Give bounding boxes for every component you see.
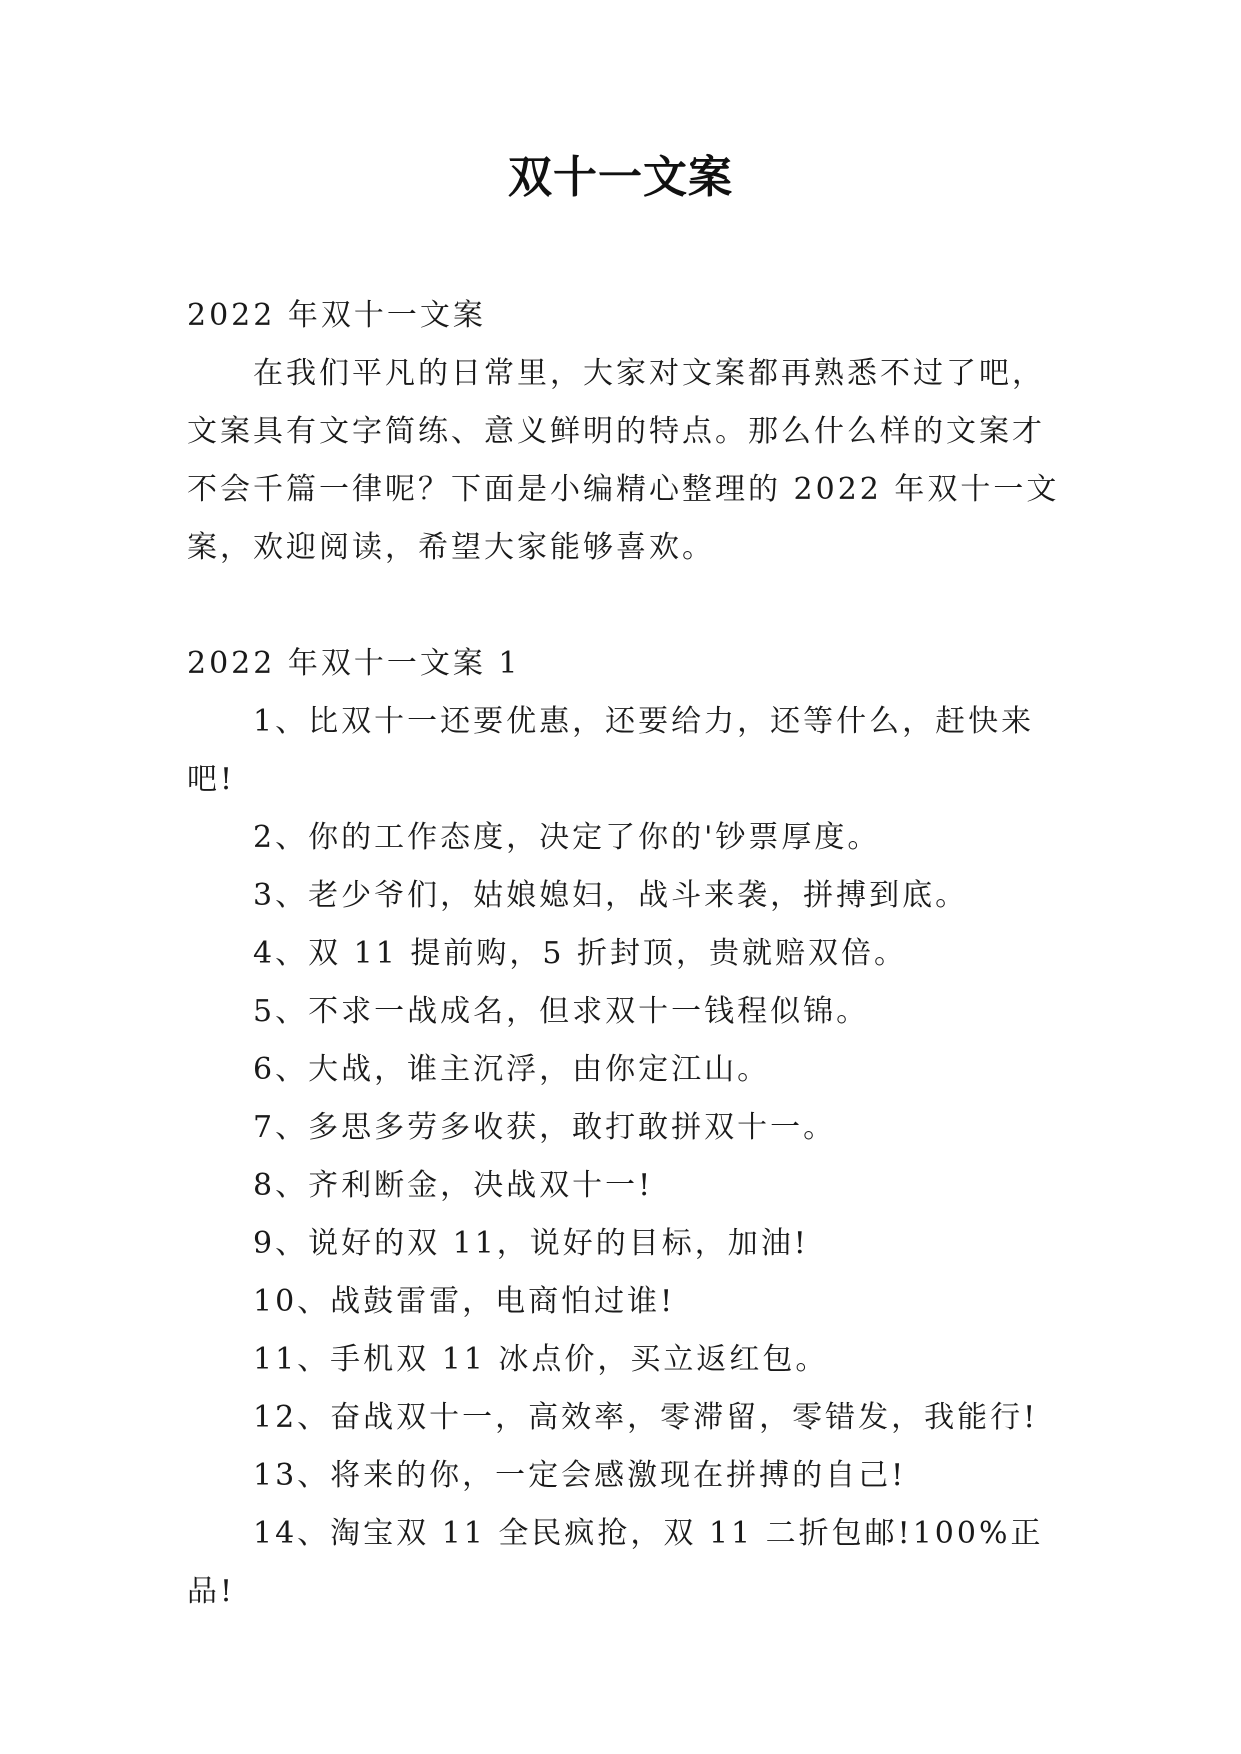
list-item: 3、老少爷们，姑娘媳妇，战斗来袭，拼搏到底。 bbox=[253, 878, 969, 913]
list-item: 5、不求一战成名，但求双十一钱程似锦。 bbox=[253, 994, 870, 1029]
document-subtitle: 2022 年双十一文案 bbox=[187, 298, 486, 333]
paragraph-spacer bbox=[187, 577, 1067, 635]
list-item: 2、你的工作态度，决定了你的'钞票厚度。 bbox=[253, 820, 881, 855]
list-item: 6、大战，谁主沉浮，由你定江山。 bbox=[253, 1052, 771, 1087]
list-item: 10、战鼓雷雷，电商怕过谁! bbox=[253, 1284, 676, 1319]
section-heading: 2022 年双十一文案 1 bbox=[187, 646, 521, 681]
list-item: 11、手机双 11 冰点价，买立返红包。 bbox=[253, 1342, 829, 1377]
list-item: 7、多思多劳多收获，敢打敢拼双十一。 bbox=[253, 1110, 837, 1145]
intro-paragraph: 在我们平凡的日常里，大家对文案都再熟悉不过了吧，文案具有文字简练、意义鲜明的特点。那么什么样的文案才不会千篇一律呢？下面是小编精心整理的 2022 年双十一文案，欢迎阅读，希望大家能够喜欢。 bbox=[187, 356, 1060, 565]
list-item: 8、齐利断金，决战双十一! bbox=[253, 1168, 654, 1203]
list-item: 4、双 11 提前购，5 折封顶，贵就赔双倍。 bbox=[253, 936, 907, 971]
list-item: 12、奋战双十一，高效率，零滞留，零错发，我能行! bbox=[253, 1400, 1039, 1435]
document-title: 双十一文案 bbox=[508, 152, 733, 203]
list-item: 9、说好的双 11，说好的目标，加油! bbox=[253, 1226, 809, 1261]
document-body bbox=[187, 287, 1067, 1621]
list-item: 1、比双十一还要优惠，还要给力，还等什么，赶快来吧! bbox=[187, 704, 1035, 797]
list-item: 13、将来的你，一定会感激现在拼搏的自己! bbox=[253, 1458, 907, 1493]
list-item: 14、淘宝双 11 全民疯抢，双 11 二折包邮!100%正品! bbox=[187, 1516, 1044, 1609]
